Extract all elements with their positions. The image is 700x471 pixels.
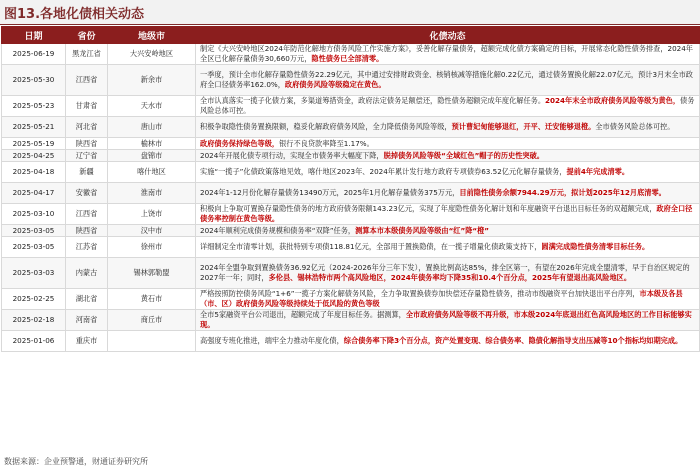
highlight-text: 2024年末全市政府债务风险等级为黄色， xyxy=(545,96,681,105)
cell-city: 徐州市 xyxy=(108,237,196,258)
cell-dynamics xyxy=(196,310,700,331)
table-row xyxy=(2,310,700,331)
dynamics-text: 积极争取隐性债务置换限额，稳妥化解政府债务风险，全力降低债务风险等级， xyxy=(200,122,452,131)
cell-city: 喀什地区 xyxy=(108,162,196,183)
cell-dynamics xyxy=(196,65,700,96)
dynamics-text: 2024年开展化债专项行动，实现全市债务率大幅度下降， xyxy=(200,150,384,160)
highlight-text: 脱掉债务风险等级“全域红色”帽子的历史性突破。 xyxy=(383,150,544,160)
table-row xyxy=(2,150,700,162)
cell-city: 唐山市 xyxy=(108,117,196,138)
cell-date: 2025-05-23 xyxy=(2,96,66,117)
cell-city: 锡林郭勒盟 xyxy=(108,258,196,289)
cell-city: 大兴安岭地区 xyxy=(108,44,196,65)
cell-date: 2025-03-05 xyxy=(2,225,66,237)
highlight-text: 目前隐性债务余额7944.29万元，拟计划2025年12月底清零。 xyxy=(459,188,666,197)
cell-city: 盘锦市 xyxy=(108,150,196,162)
dynamics-text: 制定《大兴安岭地区2024年防范化解地方债务风险工作实施方案》，妥善化解存量债务，超额完成化债方案确定的目标，开展常态化隐性债务排查，2024年全区已化解存量债务30,660万元， xyxy=(200,44,693,63)
header-dynamics: 化债动态 xyxy=(196,27,700,44)
highlight-text: 政府债务风险等级稳定在黄色。 xyxy=(284,80,386,89)
cell-province: 河北省 xyxy=(66,117,108,138)
table-row xyxy=(2,237,700,258)
cell-province: 陕西省 xyxy=(66,138,108,150)
debt-dynamics-table xyxy=(1,26,700,352)
table-header-row xyxy=(2,27,700,44)
cell-city: 上饶市 xyxy=(108,204,196,225)
cell-province: 甘肃省 xyxy=(66,96,108,117)
cell-province: 湖北省 xyxy=(66,289,108,310)
cell-date: 2025-05-30 xyxy=(2,65,66,96)
highlight-text: 综合债务率下降3个百分点，资产处置变现、综合债务率、隐债化解指导支出压减等10个指标均如期完成。 xyxy=(343,336,683,345)
cell-province: 安徽省 xyxy=(66,183,108,204)
cell-province: 黑龙江省 xyxy=(66,44,108,65)
table-row xyxy=(2,117,700,138)
table-row xyxy=(2,183,700,204)
data-source-note: 数据来源：企业预警通，财通证券研究所 xyxy=(4,457,148,466)
cell-dynamics xyxy=(196,289,700,310)
dynamics-text: 详细制定全市清零计划，获批特别专项债118.81亿元，全部用于置换隐债，在一揽子增量化债政策支持下， xyxy=(200,242,542,251)
cell-city: 天水市 xyxy=(108,96,196,117)
dynamics-text: 严格按照防控债务风险“1+6”一揽子方案化解债务风险，全力争取置换债券加快偿还存量隐性债务，推动市级融资平台加快退出平台序列， xyxy=(200,289,640,298)
cell-dynamics xyxy=(196,96,700,117)
title-bar xyxy=(0,0,700,25)
highlight-text: 政府全口径债务率控制在黄色等级。 xyxy=(200,204,693,223)
dynamics-text: 2024年顺利完成债务规模和债务率“双降”任务， xyxy=(200,225,356,235)
cell-date: 2025-05-19 xyxy=(2,138,66,150)
cell-date: 2025-03-03 xyxy=(2,258,66,289)
dynamics-text: 一季度，预计全市化解存量隐性债务22.29亿元，其中通过安排财政资金、核销核减等措施化解0.22亿元，通过债务置换化解22.07亿元，预计3月末全市政府全口径债务率162.0%， xyxy=(200,70,693,89)
table-row xyxy=(2,204,700,225)
highlight-text: 预计曹妃甸能够退红，开平、迁安能够退橙。 xyxy=(451,122,596,131)
cell-dynamics xyxy=(196,204,700,225)
cell-date: 2025-04-25 xyxy=(2,150,66,162)
cell-date: 2025-06-19 xyxy=(2,44,66,65)
cell-dynamics xyxy=(196,44,700,65)
cell-city: 汉中市 xyxy=(108,225,196,237)
cell-province: 陕西省 xyxy=(66,225,108,237)
cell-city: 黄石市 xyxy=(108,289,196,310)
cell-dynamics xyxy=(196,331,700,352)
header-city: 地级市 xyxy=(108,27,196,44)
highlight-text: 隐性债务已全部清零。 xyxy=(311,54,384,63)
cell-date: 2025-04-18 xyxy=(2,162,66,183)
cell-province: 重庆市 xyxy=(66,331,108,352)
cell-city xyxy=(108,331,196,352)
cell-province: 江苏省 xyxy=(66,237,108,258)
cell-dynamics xyxy=(196,138,700,150)
cell-city: 新余市 xyxy=(108,65,196,96)
dynamics-text: 全市债务风险总体可控。 xyxy=(595,122,675,131)
highlight-text: 测算本市本级债务风险等级由“红”降“橙” xyxy=(355,225,490,235)
cell-dynamics xyxy=(196,258,700,289)
highlight-text: 市本级及各县（市、区）政府债务风险等级持续处于低风险的黄色等级 xyxy=(200,289,683,308)
table-row xyxy=(2,138,700,150)
dynamics-text: 高强度专班化推进，端牢全力推动年度化债， xyxy=(200,336,344,345)
cell-province: 辽宁省 xyxy=(66,150,108,162)
highlight-text: 多伦县、锡林浩特市两个高风险地区，2024年债务率均下降35和10.4个百分点，2025年有望退出高风险地区。 xyxy=(268,273,632,282)
cell-date: 2025-02-25 xyxy=(2,289,66,310)
table-row xyxy=(2,289,700,310)
cell-dynamics xyxy=(196,237,700,258)
dynamics-text: 全市认真落实一揽子化债方案，多渠道筹措资金，政府法定债务足额偿还，隐性债务超额完成年度化解任务。 xyxy=(200,96,546,105)
dynamics-text: 2024年全盟争取到置换债务36.92亿元（2024-2026年分三年下发），置换比例高达85%，排全区第一，有望在2026年完成全盟清零，早于自治区规定的2027年一年；同时， xyxy=(200,263,690,282)
highlight-text: 政府债务保持绿色等级， xyxy=(200,138,280,148)
cell-date: 2025-01-06 xyxy=(2,331,66,352)
dynamics-text: 积极向上争取可置换存量隐性债务的地方政府债务限额143.23亿元，实现了年度隐性债务化解计划和年度融资平台退出目标任务的双超额完成， xyxy=(200,204,657,213)
cell-province: 新疆 xyxy=(66,162,108,183)
cell-date: 2025-05-21 xyxy=(2,117,66,138)
figure-title: 图13.各地化债相关动态 xyxy=(4,7,145,22)
cell-province: 江西省 xyxy=(66,65,108,96)
cell-date: 2025-03-05 xyxy=(2,237,66,258)
cell-dynamics xyxy=(196,225,700,237)
table-row xyxy=(2,258,700,289)
dynamics-text: 银行不良贷款率降至1.17%。 xyxy=(279,138,374,148)
cell-date: 2025-03-10 xyxy=(2,204,66,225)
table-row xyxy=(2,162,700,183)
cell-date: 2025-02-18 xyxy=(2,310,66,331)
cell-province: 江西省 xyxy=(66,204,108,225)
cell-province: 河南省 xyxy=(66,310,108,331)
cell-date: 2025-04-17 xyxy=(2,183,66,204)
cell-city: 淮南市 xyxy=(108,183,196,204)
table-row xyxy=(2,225,700,237)
dynamics-text: 债务风险总体可控。 xyxy=(200,96,695,115)
cell-city: 商丘市 xyxy=(108,310,196,331)
table-row xyxy=(2,44,700,65)
highlight-text: 提前4年完成清零。 xyxy=(566,167,630,176)
table-row xyxy=(2,65,700,96)
cell-dynamics xyxy=(196,183,700,204)
table-body xyxy=(2,44,700,352)
highlight-text: 全市政府债务风险等级不再升级，市本级2024年底退出红色高风险地区的工作目标能够实现。 xyxy=(200,310,692,329)
header-province: 省份 xyxy=(66,27,108,44)
cell-city: 榆林市 xyxy=(108,138,196,150)
cell-dynamics xyxy=(196,150,700,162)
dynamics-text: 实施“一揽子”化债政策落地见效，喀什地区2023年、2024年累计发行地方政府专项债券63.52亿元化解存量债务， xyxy=(200,167,567,176)
dynamics-text: 2024年1-12月份化解存量债务13490万元，2025年1月化解存量债务375万元， xyxy=(200,188,460,197)
dynamics-text: 全市5家融资平台公司退出，超额完成了年度目标任务。据测算， xyxy=(200,310,406,319)
cell-province: 内蒙古 xyxy=(66,258,108,289)
table-row xyxy=(2,96,700,117)
cell-dynamics xyxy=(196,117,700,138)
table-row xyxy=(2,331,700,352)
highlight-text: 圆满完成隐性债务清零目标任务。 xyxy=(541,242,650,251)
cell-dynamics xyxy=(196,162,700,183)
header-date: 日期 xyxy=(2,27,66,44)
